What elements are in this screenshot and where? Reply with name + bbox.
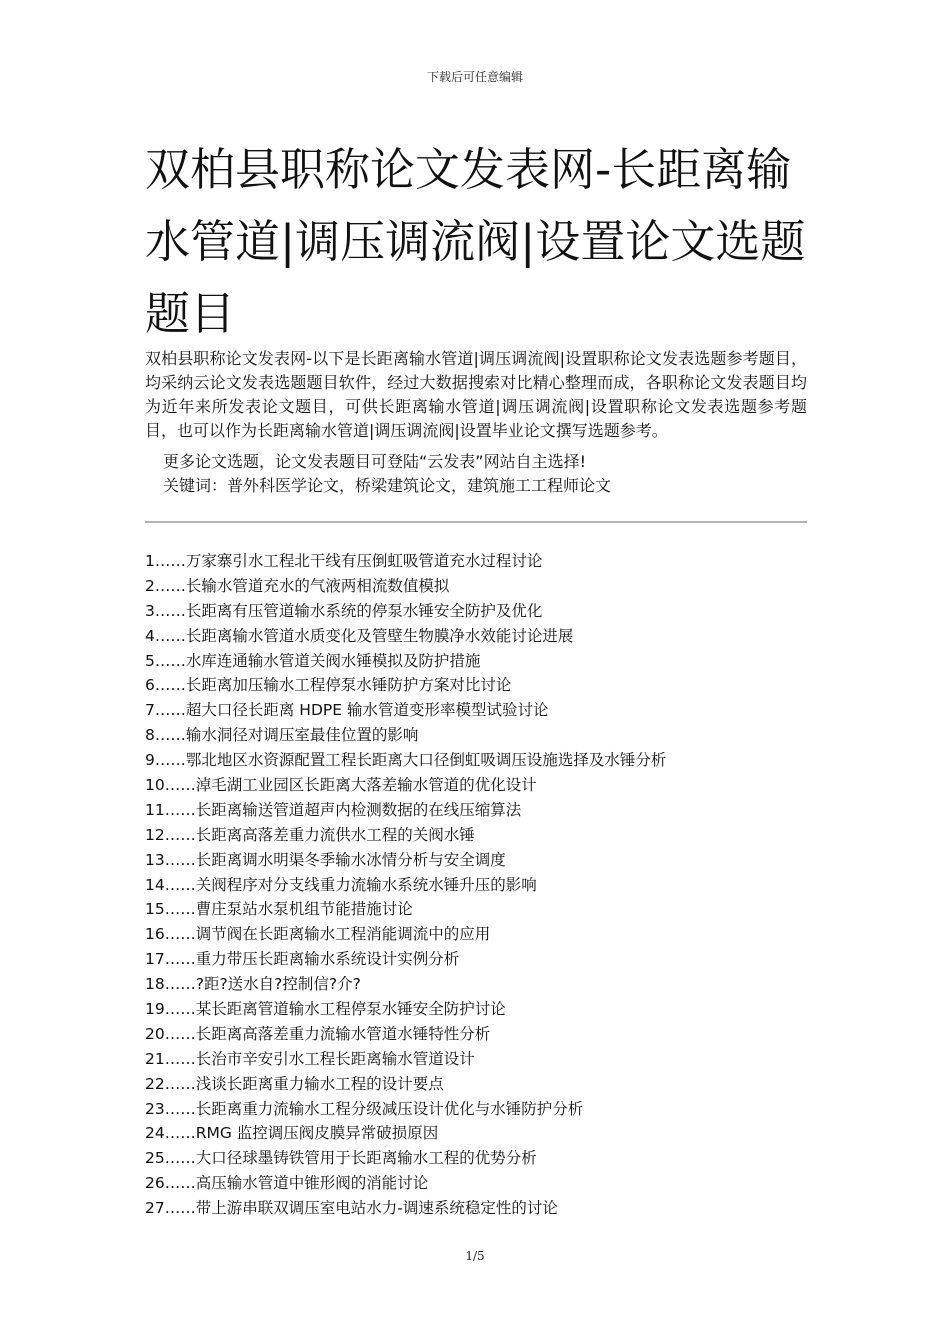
list-item: 21……长治市辛安引水工程长距离输水管道设计 xyxy=(145,1049,475,1068)
keywords-line: 关键词：普外科医学论文，桥梁建筑论文，建筑施工工程师论文 xyxy=(163,476,612,495)
list-item: 9……鄂北地区水资源配置工程长距离大口径倒虹吸调压设施选择及水锤分析 xyxy=(145,751,667,770)
list-item: 8……输水洞径对调压室最佳位置的影响 xyxy=(145,726,419,745)
list-item: 19……某长距离管道输水工程停泵水锤安全防护讨论 xyxy=(145,1000,506,1019)
list-item: 1……万家寨引水工程北干线有压倒虹吸管道充水过程讨论 xyxy=(145,552,543,570)
list-item: 13……长距离调水明渠冬季输水冰情分析与安全调度 xyxy=(145,850,506,869)
list-item: 18……?距?送水自?控制信?介? xyxy=(145,975,361,994)
more-topics-note: 更多论文选题，论文发表题目可登陆“云发表”网站自主选择! xyxy=(163,452,586,471)
list-item: 27……带上游串联双调压室电站水力-调速系统稳定性的讨论 xyxy=(145,1199,558,1218)
list-item: 5……水库连通输水管道关阀水锤模拟及防护措施 xyxy=(145,651,481,670)
list-item: 17……重力带压长距离输水系统设计实例分析 xyxy=(145,950,460,969)
list-item: 20……长距离高落差重力流输水管道水锤特性分析 xyxy=(145,1024,491,1043)
list-item: 6……长距离加压输水工程停泵水锤防护方案对比讨论 xyxy=(145,676,512,695)
intro-paragraph: 双柏县职称论文发表网-以下是长距离输水管道|调压调流阀|设置职称论文发表选题参考题目，均采纳云论文发表选题题目软件，经过大数据搜索对比精心整理而成，各职称论文发表题目均为近年来所发表论文题目，可供长距离输水管道|调压调流阀|设置职称论文发表选题参考题目，也可以作为长距离输水管道|调压调流阀|设置毕业论文撰写选题参考。 xyxy=(145,349,807,440)
list-item: 22……浅谈长距离重力输水工程的设计要点 xyxy=(145,1074,444,1093)
list-item: 16……调节阀在长距离输水工程消能调流中的应用 xyxy=(145,925,491,944)
list-item: 11……长距离输送管道超声内检测数据的在线压缩算法 xyxy=(145,800,522,819)
document-title: 双柏县职称论文发表网-长距离输水管道|调压调流阀|设置论文选题题目 xyxy=(145,143,806,340)
list-item: 15……曹庄泵站水泵机组节能措施讨论 xyxy=(145,900,413,919)
list-item: 24……RMG 监控调压阀皮膜异常破损原因 xyxy=(145,1124,439,1143)
page-number: 1/5 xyxy=(465,1249,485,1263)
list-item: 2……长输水管道充水的气液两相流数值模拟 xyxy=(145,576,450,595)
header-note: 下载后可任意编辑 xyxy=(426,70,523,84)
list-item: 3……长距离有压管道输水系统的停泵水锤安全防护及优化 xyxy=(145,601,543,620)
list-item: 7……超大口径长距离 HDPE 输水管道变形率模型试验讨论 xyxy=(145,701,549,720)
list-item: 26……高压输水管道中锥形阀的消能讨论 xyxy=(145,1174,429,1193)
list-item: 4……长距离输水管道水质变化及管壁生物膜净水效能讨论进展 xyxy=(145,626,574,645)
topic-list xyxy=(145,549,807,1221)
list-item: 14……关阀程序对分支线重力流输水系统水锤升压的影响 xyxy=(145,875,537,894)
list-item: 23……长距离重力流输水工程分级减压设计优化与水锤防护分析 xyxy=(145,1099,584,1118)
list-item: 12……长距离高落差重力流供水工程的关阀水锤 xyxy=(145,825,475,844)
list-item: 25……大口径球墨铸铁管用于长距离输水工程的优势分析 xyxy=(145,1149,537,1168)
list-item: 10……淖毛湖工业园区长距离大落差输水管道的优化设计 xyxy=(145,776,537,795)
section-divider xyxy=(145,521,807,523)
